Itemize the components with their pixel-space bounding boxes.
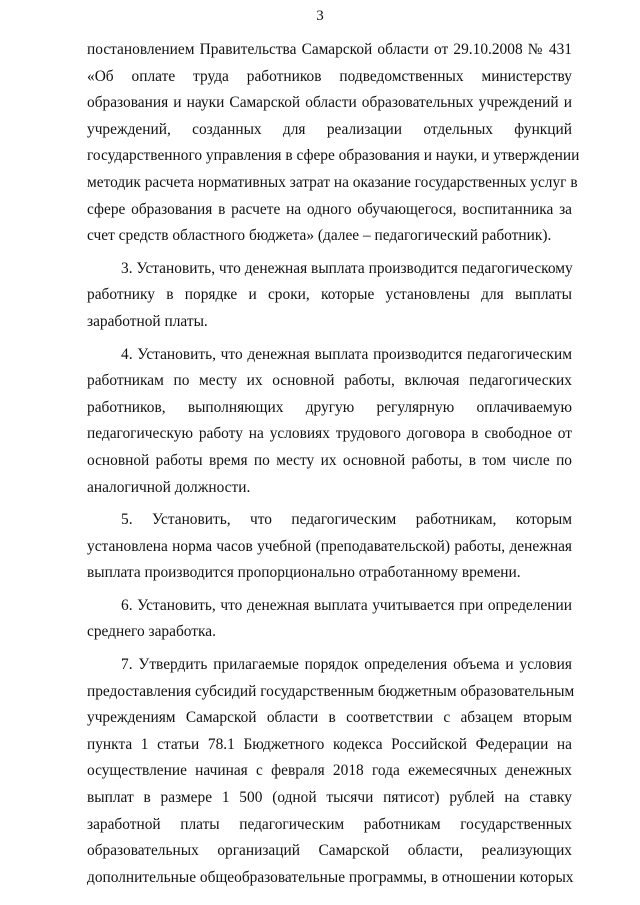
text-line: 5. Установить, что педагогическим работникам, которым bbox=[121, 511, 572, 529]
text-line: образования и науки Самарской области образовательных учреждений и bbox=[87, 94, 572, 112]
paragraph-item-7 bbox=[87, 652, 575, 891]
text-line: дополнительные общеобразовательные программы, в отношении которых bbox=[87, 868, 574, 886]
text-line: выплата производится пропорционально отработанному времени. bbox=[87, 564, 521, 582]
text-line: выплат в размере 1 500 (одной тысячи пятисот) рублей на ставку bbox=[87, 789, 572, 807]
text-line: 4. Установить, что денежная выплата производится педагогическим bbox=[121, 345, 572, 363]
text-line: постановлением Правительства Самарской области от 29.10.2008 № 431 bbox=[87, 41, 572, 58]
text-line: среднего заработка. bbox=[87, 623, 216, 641]
text-line: педагогическую работу на условиях трудового договора в свободное от bbox=[87, 425, 572, 443]
text-line: предоставления субсидий государственным бюджетным образовательным bbox=[87, 682, 575, 700]
text-line: работникам по месту их основной работы, включая педагогических bbox=[87, 372, 572, 390]
page-number: 3 bbox=[316, 8, 324, 24]
text-line: установлена норма часов учебной (преподавательской) работы, денежная bbox=[87, 537, 572, 555]
text-line: образовательных организаций Самарской области, реализующих bbox=[87, 842, 572, 860]
text-line: «Об оплате труда работников подведомственных министерству bbox=[87, 67, 572, 85]
text-line: сфере образования в расчете на одного обучающегося, воспитанника за bbox=[87, 200, 572, 218]
paragraph-item-5 bbox=[87, 507, 572, 587]
text-line: учреждений, созданных для реализации отдельных функций bbox=[87, 120, 572, 138]
text-line: пункта 1 статьи 78.1 Бюджетного кодекса Российской Федерации на bbox=[87, 735, 572, 753]
text-line: 3. Установить, что денежная выплата производится педагогическому bbox=[121, 259, 573, 277]
text-line: государственного управления в сфере образования и науки, и утверждении bbox=[87, 147, 580, 165]
text-line: счет средств областного бюджета» (далее – педагогический работник). bbox=[87, 227, 552, 245]
text-line: учреждениям Самарской области в соответствии с абзацем вторым bbox=[87, 709, 572, 727]
text-line: работнику в порядке и сроки, которые установлены для выплаты bbox=[87, 286, 572, 304]
text-line: заработной платы педагогическим работникам государственных bbox=[87, 815, 572, 833]
paragraph-item-4 bbox=[87, 342, 572, 502]
paragraph-item-6 bbox=[87, 593, 572, 646]
text-line: аналогичной должности. bbox=[87, 478, 251, 496]
text-line: методик расчета нормативных затрат на оказание государственных услуг в bbox=[87, 173, 578, 191]
text-line: 7. Утвердить прилагаемые порядок определения объема и условия bbox=[121, 656, 572, 674]
text-line: основной работы время по месту их основной работы, в том числе по bbox=[87, 451, 572, 469]
text-line: 6. Установить, что денежная выплата учитывается при определении bbox=[121, 596, 572, 614]
paragraph-continuation bbox=[87, 37, 580, 250]
paragraph-item-3 bbox=[87, 256, 572, 336]
text-line: работников, выполняющих другую регулярную оплачиваемую bbox=[87, 398, 572, 416]
text-line: осуществление начиная с февраля 2018 года ежемесячных денежных bbox=[87, 762, 572, 780]
document-body bbox=[87, 37, 580, 891]
text-line: заработной платы. bbox=[87, 312, 208, 330]
